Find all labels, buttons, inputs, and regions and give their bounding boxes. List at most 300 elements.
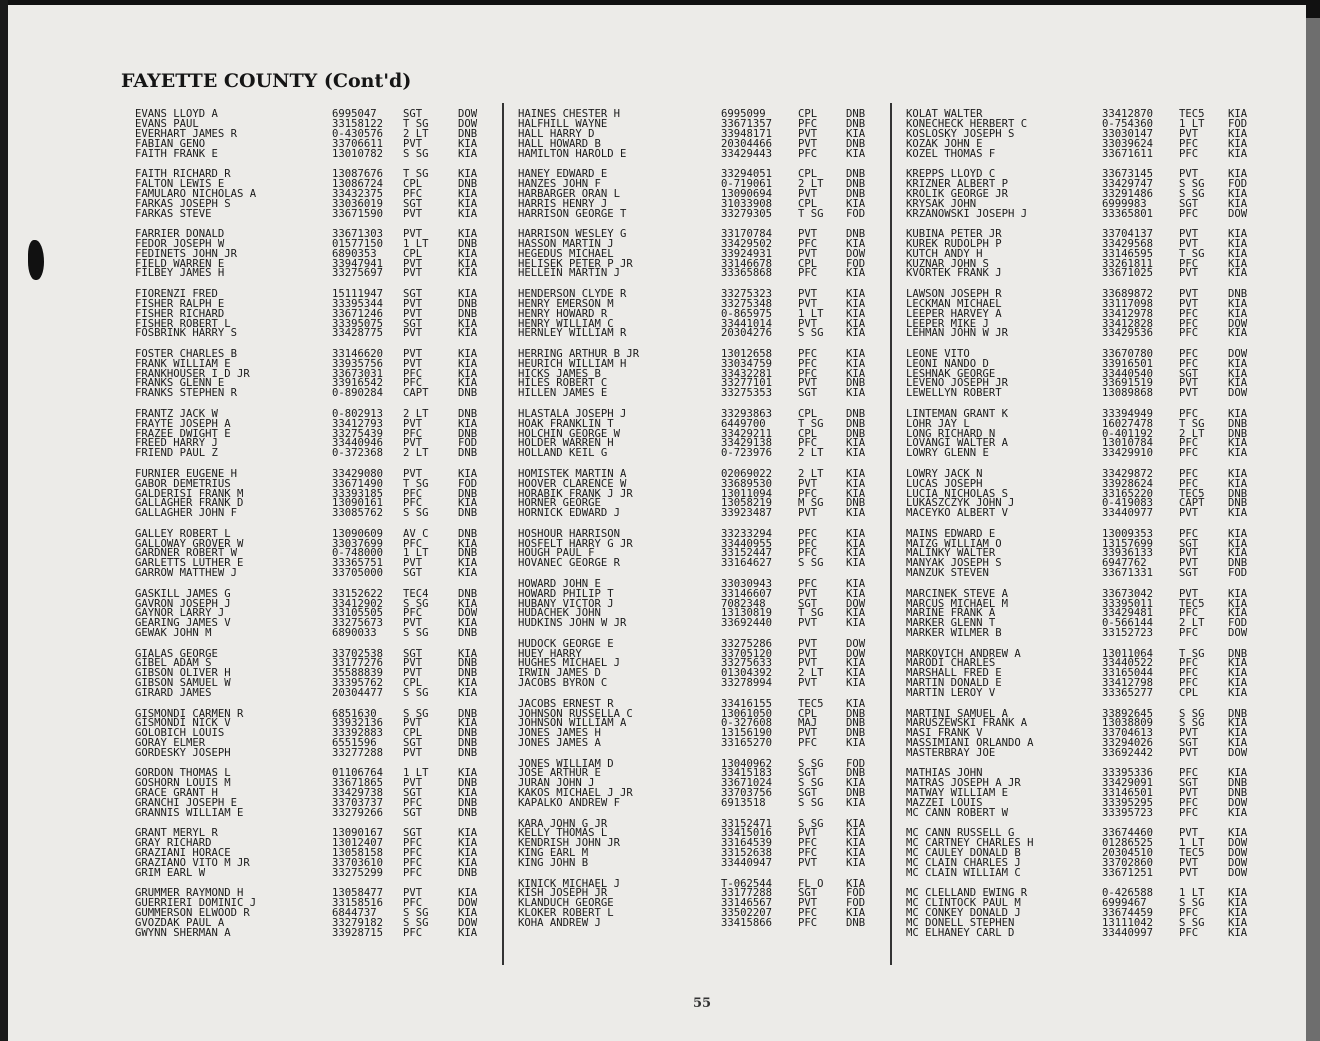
name: KAPALKO ANDREW F — [518, 797, 621, 810]
serial-number: 13086724 — [332, 177, 384, 190]
serial-number: 6851630 — [332, 707, 377, 720]
name: GRANCHI JOSEPH E — [135, 797, 238, 810]
serial-number: 33429738 — [332, 787, 384, 800]
name: MANYAK JOSEPH S — [906, 557, 1002, 570]
name: MC CLELLAND EWING R — [906, 887, 1028, 900]
name: KROLIK GEORGE JR — [906, 187, 1009, 200]
name: LUKASZCZYK JOHN J — [906, 497, 1015, 510]
name: LOHR JAY L — [906, 417, 970, 430]
status: KIA — [1228, 537, 1248, 550]
rank: CAPT — [403, 387, 429, 400]
name: FRANTZ JACK W — [135, 407, 218, 420]
rank: PVT — [403, 347, 423, 360]
rank: PFC — [798, 537, 818, 550]
serial-number: 33671025 — [1102, 267, 1154, 280]
name: HOLCHIN GEORGE W — [518, 427, 621, 440]
name: MC ELHANEY CARL D — [906, 926, 1015, 939]
name: FREED HARRY J — [135, 437, 218, 450]
rank: S SG — [403, 597, 429, 610]
serial-number: 0-719061 — [721, 177, 773, 190]
status: KIA — [846, 817, 866, 830]
rank: 2 LT — [798, 177, 824, 190]
status: KIA — [458, 537, 478, 550]
status: KIA — [846, 697, 866, 710]
serial-number: 33928715 — [332, 926, 384, 939]
rank: PVT — [1179, 297, 1199, 310]
status: DNB — [1228, 787, 1248, 800]
serial-number: 33158516 — [332, 897, 384, 910]
status: KIA — [846, 847, 866, 860]
serial-number: 0-426588 — [1102, 887, 1154, 900]
rank: PVT — [1179, 287, 1199, 300]
name: EVERHART JAMES R — [135, 127, 238, 140]
status: KIA — [458, 207, 478, 220]
serial-number: 13058219 — [721, 497, 773, 510]
status: KIA — [1228, 527, 1248, 540]
serial-number: 33415016 — [721, 827, 773, 840]
rank: PVT — [403, 137, 423, 150]
name: MC CARTNEY CHARLES H — [906, 837, 1034, 850]
rank: CPL — [403, 727, 423, 740]
rank: S SG — [1179, 707, 1205, 720]
status: KIA — [1228, 717, 1248, 730]
rank: S SG — [403, 627, 429, 640]
rank: PFC — [1179, 607, 1199, 620]
status: KIA — [458, 557, 478, 570]
serial-number: 33429211 — [721, 427, 773, 440]
serial-number: 33412870 — [1102, 108, 1154, 120]
rank: SGT — [1179, 537, 1199, 550]
rank: S SG — [1179, 917, 1205, 930]
serial-number: 15111947 — [332, 287, 384, 300]
name: HERRING ARTHUR B JR — [518, 347, 640, 360]
rank: PFC — [798, 267, 818, 280]
serial-number: 33692440 — [721, 617, 773, 630]
status: KIA — [846, 147, 866, 160]
serial-number: 33365277 — [1102, 687, 1154, 700]
serial-number: 33429502 — [721, 237, 773, 250]
serial-number: 13058477 — [332, 887, 384, 900]
serial-number: 13061050 — [721, 707, 773, 720]
status: KIA — [846, 607, 866, 620]
serial-number: 33395075 — [332, 317, 384, 330]
status: KIA — [458, 327, 478, 340]
serial-number: 33703737 — [332, 797, 384, 810]
rank: PFC — [1179, 317, 1199, 330]
rank: PFC — [798, 837, 818, 850]
serial-number: 33277288 — [332, 747, 384, 760]
serial-number: 33703756 — [721, 787, 773, 800]
name: HUDOCK GEORGE E — [518, 637, 614, 650]
status: DNB — [846, 177, 866, 190]
name: MASSIMIANI ORLANDO A — [906, 737, 1034, 750]
rank: 2 LT — [403, 407, 429, 420]
status: DNB — [1228, 427, 1248, 440]
rank: CPL — [798, 707, 818, 720]
serial-number: 33395723 — [1102, 807, 1154, 820]
rank: SGT — [403, 827, 423, 840]
name: GALLAGHER JOHN F — [135, 507, 238, 520]
serial-number: 6913518 — [721, 797, 766, 810]
rank: PVT — [1179, 127, 1199, 140]
serial-number: 0-372368 — [332, 447, 384, 460]
serial-number: 33671024 — [721, 777, 773, 790]
status: DOW — [846, 647, 866, 660]
status: FOD — [1228, 117, 1248, 130]
rank: PVT — [1179, 377, 1199, 390]
rank: PFC — [798, 917, 818, 930]
name: MARKOVICH ANDREW A — [906, 647, 1021, 660]
serial-number: 33673031 — [332, 367, 384, 380]
rank: SGT — [798, 597, 818, 610]
status: KIA — [846, 477, 866, 490]
status: KIA — [1228, 257, 1248, 270]
rank: TEC5 — [798, 697, 824, 710]
status: KIA — [1228, 367, 1248, 380]
status: KIA — [846, 827, 866, 840]
name: HOUGH PAUL F — [518, 547, 595, 560]
rank: SGT — [1179, 367, 1199, 380]
status: KIA — [458, 467, 478, 480]
serial-number: 33146501 — [1102, 787, 1154, 800]
status: KIA — [846, 307, 866, 320]
status: DNB — [458, 867, 478, 879]
status: KIA — [846, 877, 866, 890]
status: FOD — [846, 897, 866, 910]
name: KENDRISH JOHN JR — [518, 837, 621, 850]
rank: PFC — [403, 837, 423, 850]
name: MALINKY WALTER — [906, 547, 996, 560]
name: GORAY ELMER — [135, 737, 206, 750]
rank: S SG — [798, 327, 824, 340]
name: GVOZDAK PAUL A — [135, 917, 225, 930]
rank: PVT — [403, 717, 423, 730]
name: KOSLOSKY JOSEPH S — [906, 127, 1015, 140]
status: KIA — [846, 547, 866, 560]
serial-number: 13009353 — [1102, 527, 1154, 540]
column-divider-left — [502, 103, 504, 965]
name: KING JOHN B — [518, 857, 589, 870]
name: HUDKINS JOHN W JR — [518, 617, 627, 630]
serial-number: 33947941 — [332, 257, 384, 270]
serial-number: 33395344 — [332, 297, 384, 310]
serial-number: 6995099 — [721, 108, 766, 120]
rank: PFC — [1179, 327, 1199, 340]
name: KUBINA PETER JR — [906, 227, 1002, 240]
name: LUCAS JOSEPH — [906, 477, 983, 490]
rank: PFC — [403, 857, 423, 870]
name: KVORTEK FRANK J — [906, 267, 1002, 280]
name: MASI FRANK V — [906, 727, 983, 740]
name: HILES ROBERT C — [518, 377, 608, 390]
name: HICKS JAMES B — [518, 367, 601, 380]
status: KIA — [1228, 827, 1248, 840]
name: GAVRON JOSEPH J — [135, 597, 231, 610]
serial-number: 0-802913 — [332, 407, 384, 420]
rank: PFC — [798, 237, 818, 250]
name: FAITH FRANK E — [135, 147, 218, 160]
serial-number: 6551596 — [332, 737, 377, 750]
name: HUDACHEK JOHN — [518, 607, 601, 620]
serial-number: 33146595 — [1102, 247, 1154, 260]
serial-number: 13130819 — [721, 607, 773, 620]
status: KIA — [458, 287, 478, 300]
status: KIA — [458, 787, 478, 800]
serial-number: 13089868 — [1102, 387, 1154, 400]
name: KARA JOHN G JR — [518, 817, 608, 830]
name: JACOBS ERNEST R — [518, 697, 614, 710]
name: MANZUK STEVEN — [906, 567, 989, 580]
status: DNB — [458, 307, 478, 320]
name: FOSBRINK HARRY S — [135, 327, 238, 340]
name: FISHER ROBERT L — [135, 317, 231, 330]
name: MASTERBRAY JOE — [906, 747, 996, 760]
rank: S SG — [798, 557, 824, 570]
status: DNB — [458, 447, 478, 460]
serial-number: 02069022 — [721, 467, 773, 480]
serial-number: 33916501 — [1102, 357, 1154, 370]
status: DOW — [458, 117, 478, 130]
serial-number: 0-748000 — [332, 547, 384, 560]
serial-number: 13012407 — [332, 837, 384, 850]
rank: PFC — [798, 547, 818, 560]
rank: T SG — [798, 417, 824, 430]
serial-number: 35588839 — [332, 667, 384, 680]
serial-number: 33429481 — [1102, 607, 1154, 620]
status: KIA — [1228, 657, 1248, 670]
serial-number: 33705000 — [332, 567, 384, 580]
status: KIA — [846, 907, 866, 920]
serial-number: 13090609 — [332, 527, 384, 540]
serial-number: 6999983 — [1102, 197, 1147, 210]
name: HOOVER CLARENCE W — [518, 477, 627, 490]
rank: SGT — [403, 647, 423, 660]
name: MAINS EDWARD E — [906, 527, 996, 540]
name: KLANDUCH GEORGE — [518, 897, 614, 910]
name: KUTCH ANDY H — [906, 247, 983, 260]
serial-number: 33085762 — [332, 507, 384, 520]
name: GARROW MATTHEW J — [135, 567, 238, 580]
status: KIA — [846, 447, 866, 460]
rank: TEC5 — [1179, 108, 1205, 120]
serial-number: 33177276 — [332, 657, 384, 670]
rank: PFC — [1179, 477, 1199, 490]
status: KIA — [458, 377, 478, 390]
serial-number: 33395336 — [1102, 767, 1154, 780]
name: KLOKER ROBERT L — [518, 907, 614, 920]
status: KIA — [458, 167, 478, 180]
name: MARTINI SAMUEL A — [906, 707, 1009, 720]
rank: CPL — [1179, 687, 1199, 700]
serial-number: 33689530 — [721, 477, 773, 490]
serial-number: 33393185 — [332, 487, 384, 500]
serial-number: 33440997 — [1102, 926, 1154, 939]
rank: PVT — [798, 137, 818, 150]
status: KIA — [1228, 587, 1248, 600]
status: KIA — [846, 737, 866, 750]
serial-number: 33702538 — [332, 647, 384, 660]
serial-number: 6449700 — [721, 417, 766, 430]
serial-number: 33412978 — [1102, 307, 1154, 320]
document-page — [8, 5, 1306, 1041]
column-divider-right — [890, 103, 892, 965]
status: KIA — [1228, 297, 1248, 310]
serial-number: 6890033 — [332, 627, 377, 640]
status: DNB — [458, 707, 478, 720]
rank: TEC5 — [1179, 487, 1205, 500]
name: GRANNIS WILLIAM E — [135, 807, 244, 820]
name: FALTON LEWIS E — [135, 177, 225, 190]
status: DNB — [846, 137, 866, 150]
name: FABIAN GENO — [135, 137, 206, 150]
serial-number: 33671357 — [721, 117, 773, 130]
rank: T SG — [403, 167, 429, 180]
rank: S SG — [403, 687, 429, 700]
status: DNB — [458, 177, 478, 190]
status: KIA — [458, 857, 478, 870]
rank: PVT — [403, 227, 423, 240]
status: KIA — [846, 837, 866, 850]
rank: PFC — [1179, 797, 1199, 810]
serial-number: 33429910 — [1102, 447, 1154, 460]
serial-number: 33165270 — [721, 737, 773, 750]
status: KIA — [846, 527, 866, 540]
status: FOD — [846, 207, 866, 220]
status: KIA — [458, 827, 478, 840]
name: FARKAS JOSEPH S — [135, 197, 231, 210]
status: KIA — [1228, 127, 1248, 140]
name: GIBSON SAMUEL W — [135, 677, 231, 690]
status: KIA — [846, 267, 866, 280]
serial-number: 33275323 — [721, 287, 773, 300]
name: GWYNN SHERMAN A — [135, 926, 231, 939]
status: KIA — [458, 417, 478, 430]
name: HALFHILL WAYNE — [518, 117, 608, 130]
name: HORNER GEORGE — [518, 497, 601, 510]
serial-number: 33432281 — [721, 367, 773, 380]
rank: PVT — [798, 727, 818, 740]
rank: PFC — [403, 487, 423, 500]
status: FOD — [846, 887, 866, 900]
serial-number: 33233294 — [721, 527, 773, 540]
rank: AV C — [403, 527, 429, 540]
rank: PVT — [798, 127, 818, 140]
serial-number: 33440946 — [332, 437, 384, 450]
name: KOZAK JOHN E — [906, 137, 983, 150]
rank: PVT — [1179, 267, 1199, 280]
status: KIA — [458, 227, 478, 240]
rank: PFC — [798, 357, 818, 370]
rank: PFC — [1179, 907, 1199, 920]
serial-number: 13011064 — [1102, 647, 1154, 660]
status: KIA — [1228, 607, 1248, 620]
rank: PVT — [1179, 387, 1199, 400]
name: HARRISON GEORGE T — [518, 207, 627, 220]
serial-number: 0-430576 — [332, 127, 384, 140]
rank: PFC — [1179, 767, 1199, 780]
rank: PVT — [798, 617, 818, 630]
status: DNB — [1228, 557, 1248, 570]
serial-number: 13010784 — [1102, 437, 1154, 450]
rank: PFC — [1179, 447, 1199, 460]
status: DNB — [458, 807, 478, 820]
status: KIA — [1228, 467, 1248, 480]
status: KIA — [846, 577, 866, 590]
serial-number: 33928624 — [1102, 477, 1154, 490]
serial-number: 33294051 — [721, 167, 773, 180]
serial-number: 0-754360 — [1102, 117, 1154, 130]
rank: PVT — [798, 897, 818, 910]
name: HANEY EDWARD E — [518, 167, 608, 180]
serial-number: 33429872 — [1102, 467, 1154, 480]
rank: 2 LT — [798, 467, 824, 480]
status: DOW — [1228, 747, 1248, 760]
status: DNB — [458, 387, 478, 400]
serial-number: 31033908 — [721, 197, 773, 210]
name: HEGEDUS MICHAEL — [518, 247, 614, 260]
name: GIRARD JAMES — [135, 687, 212, 700]
rank: S SG — [403, 907, 429, 920]
scan-right-edge — [1306, 18, 1320, 1041]
status: KIA — [1228, 807, 1248, 820]
serial-number: 33671246 — [332, 307, 384, 320]
rank: PFC — [403, 377, 423, 390]
serial-number: 0-865975 — [721, 307, 773, 320]
serial-number: 33146620 — [332, 347, 384, 360]
status: KIA — [846, 297, 866, 310]
status: KIA — [1228, 917, 1248, 930]
name: MACEYKO ALBERT V — [906, 507, 1009, 520]
name: LEEPER HARVEY A — [906, 307, 1002, 320]
status: KIA — [846, 797, 866, 810]
rank: PFC — [798, 527, 818, 540]
name: GALLEY ROBERT L — [135, 527, 231, 540]
status: FOD — [846, 757, 866, 770]
status: DNB — [458, 237, 478, 250]
serial-number: 7082348 — [721, 597, 766, 610]
name: FRANK WILLIAM E — [135, 357, 231, 370]
rank: 1 LT — [1179, 117, 1205, 130]
status: DNB — [846, 227, 866, 240]
name: GRACE GRANT H — [135, 787, 218, 800]
name: FRIEND PAUL Z — [135, 447, 218, 460]
name: HENRY WILLIAM C — [518, 317, 614, 330]
serial-number: 13040962 — [721, 757, 773, 770]
rank: PVT — [798, 857, 818, 870]
status: KIA — [846, 677, 866, 690]
name: LONG RICHARD N — [906, 427, 996, 440]
serial-number: 33275633 — [721, 657, 773, 670]
rank: T SG — [403, 117, 429, 130]
status: DNB — [846, 767, 866, 780]
rank: 1 LT — [403, 237, 429, 250]
name: HALL HOWARD B — [518, 137, 601, 150]
rank: T SG — [798, 207, 824, 220]
status: KIA — [846, 287, 866, 300]
status: KIA — [846, 857, 866, 870]
serial-number: 01304392 — [721, 667, 773, 680]
rank: 2 LT — [403, 447, 429, 460]
rank: SGT — [798, 887, 818, 900]
serial-number: 33429138 — [721, 437, 773, 450]
serial-number: 33429443 — [721, 147, 773, 160]
serial-number: 6995047 — [332, 108, 377, 120]
rank: S SG — [1179, 897, 1205, 910]
serial-number: 33440947 — [721, 857, 773, 870]
name: MC CLAIN WILLIAM C — [906, 867, 1021, 879]
rank: SGT — [1179, 777, 1199, 790]
status: KIA — [1228, 737, 1248, 750]
